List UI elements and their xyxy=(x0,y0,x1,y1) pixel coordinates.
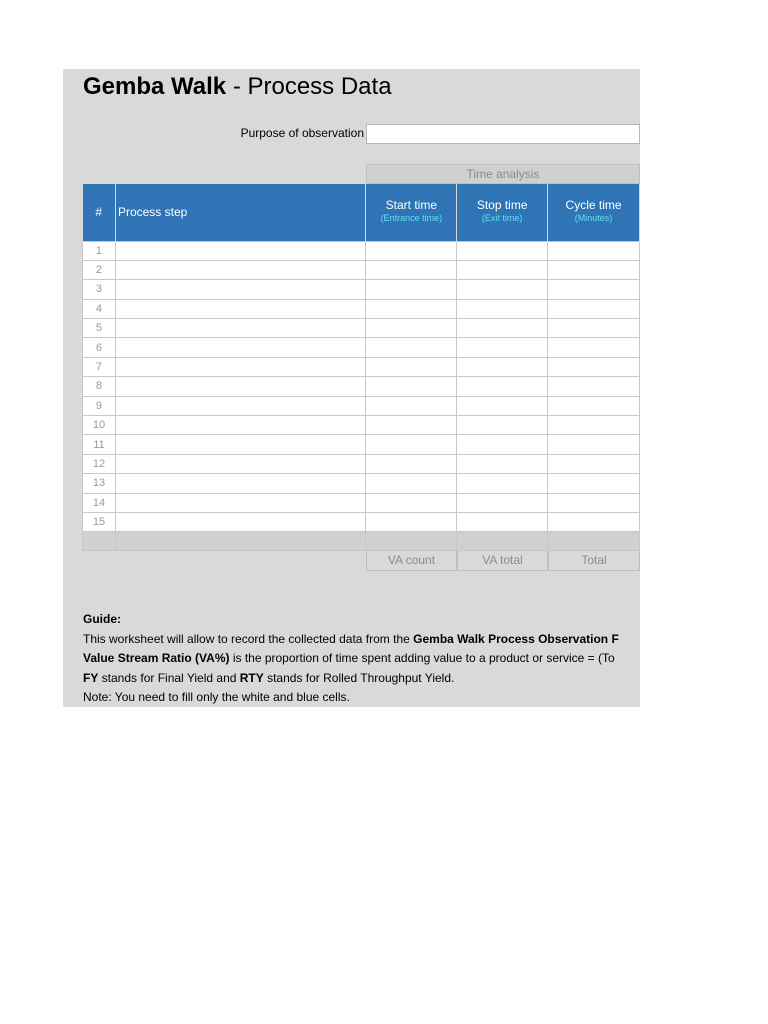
row-number: 7 xyxy=(83,357,116,376)
start-time-cell[interactable] xyxy=(366,357,457,376)
table-header-row xyxy=(83,184,640,241)
va-total-label: VA total xyxy=(457,551,548,571)
step-cell[interactable] xyxy=(115,338,365,357)
cycle-time-cell[interactable] xyxy=(548,280,640,299)
cycle-time-cell[interactable] xyxy=(548,241,640,260)
total-label: Total xyxy=(548,551,640,571)
table-row xyxy=(83,454,640,473)
row-number: 10 xyxy=(83,416,116,435)
guide-note: Note: You need to fill only the white and blue cells. xyxy=(83,690,350,704)
step-cell[interactable] xyxy=(115,454,365,473)
stop-time-cell[interactable] xyxy=(457,416,548,435)
row-number: 2 xyxy=(83,260,116,279)
header-start-time xyxy=(366,184,457,241)
start-time-cell[interactable] xyxy=(366,396,457,415)
stop-time-cell[interactable] xyxy=(457,454,548,473)
stop-time-cell[interactable] xyxy=(457,280,548,299)
cycle-time-cell[interactable] xyxy=(548,299,640,318)
total-cell xyxy=(366,532,457,551)
stop-time-cell[interactable] xyxy=(457,299,548,318)
start-time-cell[interactable] xyxy=(366,435,457,454)
header-start-sub: (Entrance time) xyxy=(380,213,443,224)
cycle-time-cell[interactable] xyxy=(548,357,640,376)
guide-line3-text1: stands for Final Yield and xyxy=(98,670,240,685)
guide-line1-bold: Gemba Walk Process Observation F xyxy=(413,631,619,646)
stop-time-cell[interactable] xyxy=(457,396,548,415)
start-time-cell[interactable] xyxy=(366,319,457,338)
total-cell xyxy=(115,532,365,551)
table-row xyxy=(83,493,640,512)
header-cycle-time xyxy=(548,184,640,241)
table-body xyxy=(83,241,640,532)
cycle-time-cell[interactable] xyxy=(548,474,640,493)
time-analysis-header: Time analysis xyxy=(366,164,640,184)
stop-time-cell[interactable] xyxy=(457,435,548,454)
row-number: 11 xyxy=(83,435,116,454)
start-time-cell[interactable] xyxy=(366,474,457,493)
start-time-cell[interactable] xyxy=(366,512,457,531)
va-count-label: VA count xyxy=(366,551,457,571)
row-number: 9 xyxy=(83,396,116,415)
header-number: # xyxy=(83,184,116,241)
table-row xyxy=(83,241,640,260)
header-stop-main: Stop time xyxy=(476,198,528,213)
cycle-time-cell[interactable] xyxy=(548,493,640,512)
row-number: 13 xyxy=(83,474,116,493)
start-time-cell[interactable] xyxy=(366,377,457,396)
table-row xyxy=(83,299,640,318)
header-stop-sub: (Exit time) xyxy=(481,213,523,224)
table-row xyxy=(83,357,640,376)
purpose-label: Purpose of observation xyxy=(240,126,364,140)
guide-section xyxy=(83,610,640,707)
row-number: 14 xyxy=(83,493,116,512)
header-process-step: Process step xyxy=(115,184,365,241)
guide-line3-fy: FY xyxy=(83,670,99,685)
row-number: 5 xyxy=(83,319,116,338)
stop-time-cell[interactable] xyxy=(457,357,548,376)
row-number: 8 xyxy=(83,377,116,396)
table-row xyxy=(83,435,640,454)
step-cell[interactable] xyxy=(115,396,365,415)
title-bold: Gemba Walk xyxy=(83,73,227,100)
title-rest: - Process Data xyxy=(226,73,392,100)
table-row xyxy=(83,474,640,493)
step-cell[interactable] xyxy=(115,280,365,299)
start-time-cell[interactable] xyxy=(366,260,457,279)
row-number: 4 xyxy=(83,299,116,318)
cycle-time-cell[interactable] xyxy=(548,338,640,357)
start-time-cell[interactable] xyxy=(366,280,457,299)
header-stop-time xyxy=(457,184,548,241)
guide-line1-text: This worksheet will allow to record the collected data from the xyxy=(83,631,414,646)
cycle-time-cell[interactable] xyxy=(548,319,640,338)
total-cell xyxy=(548,532,640,551)
cycle-time-cell[interactable] xyxy=(548,377,640,396)
table-total-row xyxy=(83,532,640,551)
cycle-time-cell[interactable] xyxy=(548,260,640,279)
cycle-time-cell[interactable] xyxy=(548,416,640,435)
table-row xyxy=(83,377,640,396)
row-number: 3 xyxy=(83,280,116,299)
stop-time-cell[interactable] xyxy=(457,338,548,357)
step-cell[interactable] xyxy=(115,319,365,338)
stop-time-cell[interactable] xyxy=(457,377,548,396)
stop-time-cell[interactable] xyxy=(457,493,548,512)
step-cell[interactable] xyxy=(115,493,365,512)
start-time-cell[interactable] xyxy=(366,241,457,260)
step-cell[interactable] xyxy=(115,416,365,435)
step-cell[interactable] xyxy=(115,474,365,493)
row-number: 15 xyxy=(83,512,116,531)
header-cycle-main: Cycle time xyxy=(565,198,622,213)
step-cell[interactable] xyxy=(115,241,365,260)
worksheet xyxy=(63,69,640,707)
step-cell[interactable] xyxy=(115,299,365,318)
table-row xyxy=(83,338,640,357)
table-row xyxy=(83,512,640,531)
total-cell xyxy=(83,532,116,551)
start-time-cell[interactable] xyxy=(366,454,457,473)
table-row xyxy=(83,319,640,338)
table-row xyxy=(83,416,640,435)
process-table xyxy=(82,184,640,551)
summary-labels xyxy=(366,551,640,571)
cycle-time-cell[interactable] xyxy=(548,454,640,473)
start-time-cell[interactable] xyxy=(366,299,457,318)
guide-line2-text: is the proportion of time spent adding value to a product or service = (To xyxy=(229,651,615,665)
step-cell[interactable] xyxy=(115,512,365,531)
cycle-time-cell[interactable] xyxy=(548,512,640,531)
step-cell[interactable] xyxy=(115,260,365,279)
step-cell[interactable] xyxy=(115,357,365,376)
table-row xyxy=(83,280,640,299)
cycle-time-cell[interactable] xyxy=(548,396,640,415)
stop-time-cell[interactable] xyxy=(457,260,548,279)
guide-line3-rty: RTY xyxy=(239,670,264,685)
start-time-cell[interactable] xyxy=(366,338,457,357)
total-cell xyxy=(457,532,548,551)
stop-time-cell[interactable] xyxy=(457,474,548,493)
start-time-cell[interactable] xyxy=(366,416,457,435)
step-cell[interactable] xyxy=(115,377,365,396)
row-number: 6 xyxy=(83,338,116,357)
header-cycle-sub: (Minutes) xyxy=(574,213,613,224)
cycle-time-cell[interactable] xyxy=(548,435,640,454)
stop-time-cell[interactable] xyxy=(457,319,548,338)
guide-line2-bold: Value Stream Ratio (VA%) xyxy=(83,651,230,665)
table-row xyxy=(83,260,640,279)
stop-time-cell[interactable] xyxy=(457,512,548,531)
guide-line3-text2: stands for Rolled Throughput Yield. xyxy=(263,670,455,685)
guide-heading: Guide: xyxy=(83,612,121,626)
start-time-cell[interactable] xyxy=(366,493,457,512)
row-number: 1 xyxy=(83,241,116,260)
page-title xyxy=(83,73,392,101)
table-row xyxy=(83,396,640,415)
row-number: 12 xyxy=(83,454,116,473)
step-cell[interactable] xyxy=(115,435,365,454)
stop-time-cell[interactable] xyxy=(457,241,548,260)
purpose-input[interactable] xyxy=(366,124,640,144)
header-start-main: Start time xyxy=(385,198,438,213)
